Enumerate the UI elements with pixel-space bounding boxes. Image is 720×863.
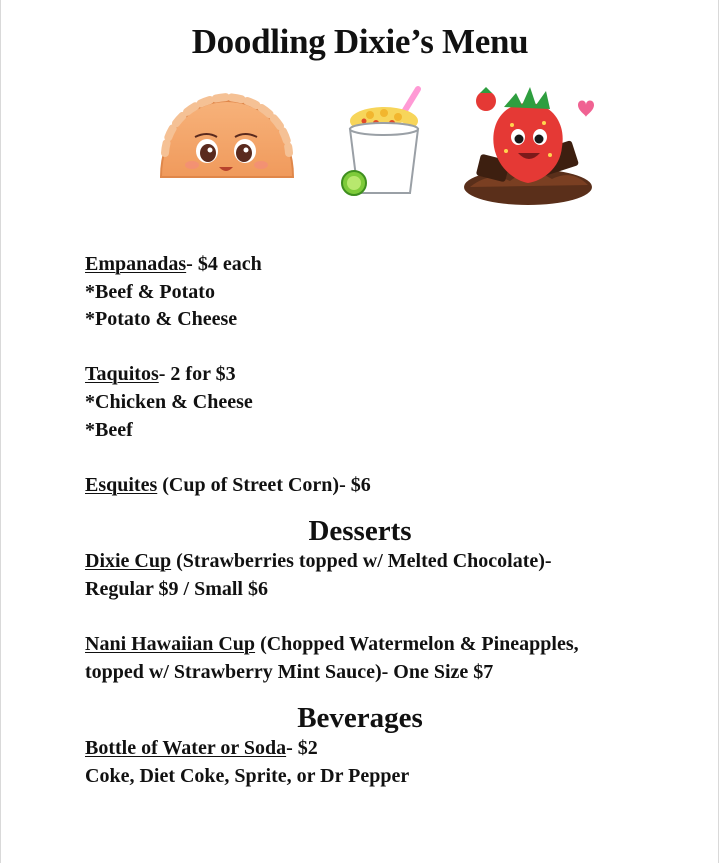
desserts-heading: Desserts [308,515,412,548]
chocolate-strawberry-image [460,75,596,211]
taquitos-name: Taquitos [85,363,159,386]
taquitos-option: *Beef [85,418,133,441]
esquites-item [85,472,685,500]
dixie-cup-name: Dixie Cup [85,550,172,573]
bottle-options: Coke, Diet Coke, Sprite, or Dr Pepper [85,764,410,787]
nani-cup-price: topped w/ Strawberry Mint Sauce)- One Size $7 [85,660,494,683]
empanadas-option: *Potato & Cheese [85,308,238,331]
bottle-item [85,735,685,763]
nani-cup-desc: (Chopped Watermelon & Pineapples, [255,633,579,656]
nani-cup-name: Nani Hawaiian Cup [85,633,256,656]
dixie-cup-desc: (Strawberries topped w/ Melted Chocolate)- [171,550,552,573]
esquites-desc: (Cup of Street Corn)- $6 [157,473,371,496]
taquitos-option: *Chicken & Cheese [85,390,253,413]
nani-cup-item [85,631,685,659]
empanadas-price: - $4 each [186,253,262,275]
bottle-price: - $2 [286,737,318,760]
bottle-name: Bottle of Water or Soda [85,737,287,760]
empanadas-option: *Beef & Potato [85,280,215,303]
street-corn-cup-image [340,85,428,197]
empanadas-name: Empanadas [85,253,187,275]
taquitos-price: - 2 for $3 [158,363,236,386]
dixie-cup-item [85,548,685,576]
menu-content [85,251,685,791]
dixie-cup-price: Regular $9 / Small $6 [85,577,268,600]
taquitos-item [85,361,685,389]
empanadas-item [85,251,685,279]
beverages-heading: Beverages [297,702,423,735]
menu-images-row [0,75,720,215]
esquites-name: Esquites [85,473,158,496]
empanada-cartoon-image [157,93,297,185]
page-title: Doodling Dixie’s Menu [191,22,529,61]
